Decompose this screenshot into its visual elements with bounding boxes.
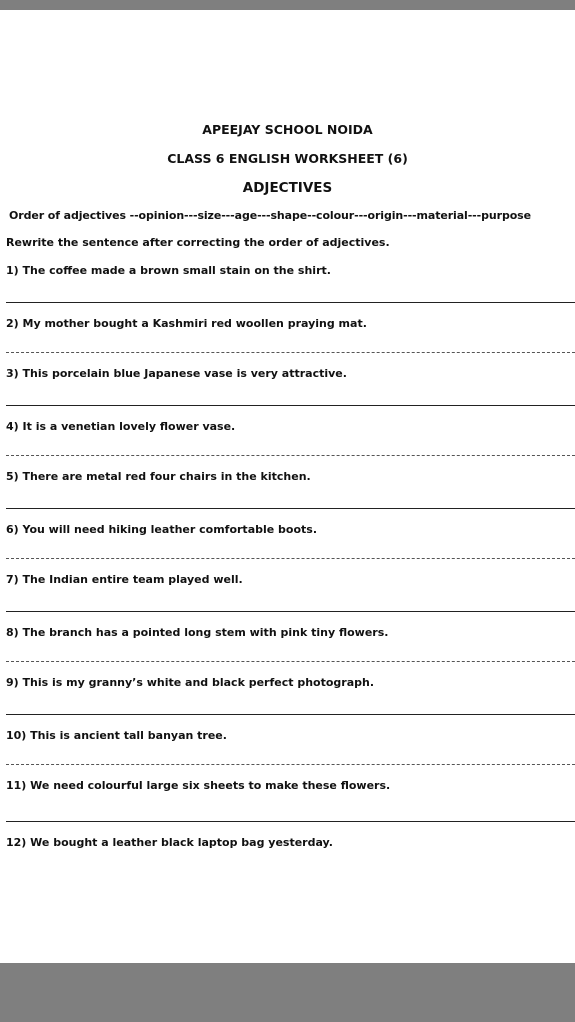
question-3: 3) This porcelain blue Japanese vase is very attractive. xyxy=(6,367,347,380)
answer-line-10 xyxy=(6,764,575,765)
instruction: Rewrite the sentence after correcting the order of adjectives. xyxy=(6,236,390,249)
answer-line-8 xyxy=(6,661,575,662)
order-of-adjectives-note: Order of adjectives --opinion---size---age---shape--colour---origin---material---purpose xyxy=(9,209,531,222)
worksheet-page xyxy=(0,10,575,963)
question-12: 12) We bought a leather black laptop bag yesterday. xyxy=(6,836,333,849)
answer-line-5 xyxy=(6,508,575,509)
worksheet-title: CLASS 6 ENGLISH WORKSHEET (6) xyxy=(167,151,408,166)
question-2: 2) My mother bought a Kashmiri red woollen praying mat. xyxy=(6,317,367,330)
topic-title: ADJECTIVES xyxy=(242,180,333,196)
answer-line-1 xyxy=(6,302,575,303)
answer-line-11 xyxy=(6,821,575,822)
question-4: 4) It is a venetian lovely flower vase. xyxy=(6,420,236,433)
question-7: 7) The Indian entire team played well. xyxy=(6,573,243,586)
answer-line-3 xyxy=(6,405,575,406)
answer-line-6 xyxy=(6,558,575,559)
answer-line-7 xyxy=(6,611,575,612)
answer-line-4 xyxy=(6,455,575,456)
question-10: 10) This is ancient tall banyan tree. xyxy=(6,729,227,742)
question-8: 8) The branch has a pointed long stem with pink tiny flowers. xyxy=(6,626,389,639)
question-6: 6) You will need hiking leather comfortable boots. xyxy=(6,523,318,536)
school-name: APEEJAY SCHOOL NOIDA xyxy=(202,122,373,137)
question-5: 5) There are metal red four chairs in the kitchen. xyxy=(6,470,311,483)
question-11: 11) We need colourful large six sheets to make these flowers. xyxy=(6,779,391,792)
answer-line-9 xyxy=(6,714,575,715)
answer-line-2 xyxy=(6,352,575,353)
question-9: 9) This is my granny’s white and black perfect photograph. xyxy=(6,676,375,689)
question-1: 1) The coffee made a brown small stain on the shirt. xyxy=(6,264,331,277)
